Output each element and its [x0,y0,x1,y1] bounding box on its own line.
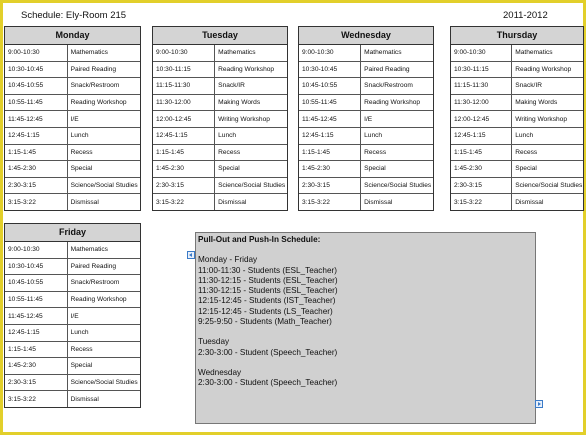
time-cell: 3:15-3:22 [451,194,512,210]
activity-cell: Paired Reading [67,61,140,78]
activity-cell: Snack/Restroom [361,78,433,95]
time-cell: 11:30-12:00 [451,94,512,111]
pullout-title: Pull-Out and Push-In Schedule: [198,235,321,244]
day-title: Wednesday [299,27,433,45]
time-cell: 3:15-3:22 [299,194,361,210]
time-cell: 1:15-1:45 [299,144,361,161]
activity-cell: Special [512,161,583,178]
wednesday-schedule [298,26,434,211]
table-row [299,78,433,95]
table-row [299,177,433,194]
time-cell: 1:15-1:45 [5,341,67,358]
activity-cell: I/E [67,308,140,325]
table-row [153,78,287,95]
activity-cell: Recess [67,144,140,161]
activity-cell: Making Words [215,94,287,111]
activity-cell: Mathematics [218,49,256,57]
time-cell: 1:15-1:45 [5,144,67,161]
activity-cell: Reading Workshop [67,94,140,111]
activity-cell: Science/Social Studies [67,177,140,194]
pullout-group-2 [198,368,535,389]
activity-cell: Lunch [215,127,287,144]
table-row [451,111,583,128]
time-cell: 2:30-3:15 [5,177,67,194]
table-row [5,358,140,375]
time-cell: 1:45-2:30 [153,161,215,178]
table-row [299,45,433,61]
time-cell: 10:30-10:45 [5,61,67,78]
table-row [5,194,140,210]
time-cell: 1:45-2:30 [5,161,67,178]
time-cell: 1:45-2:30 [299,161,361,178]
time-cell: 12:45-1:15 [299,127,361,144]
time-cell: 12:45-1:15 [153,127,215,144]
schedule-table [5,242,140,407]
activity-cell: Science/Social Studies [512,177,583,194]
school-year: 2011-2012 [503,10,548,21]
activity-cell: I/E [361,111,433,128]
pullout-group-0 [198,255,535,327]
activity-cell: Science/Social Studies [67,374,140,391]
time-cell: 10:55-11:45 [5,94,67,111]
table-row [5,275,140,292]
time-cell: 1:15-1:45 [153,144,215,161]
table-row [153,127,287,144]
activity-cell: Reading Workshop [67,291,140,308]
table-row [5,374,140,391]
table-row [5,144,140,161]
activity-cell: Dismissal [67,194,140,210]
activity-cell: Mathematics [70,49,108,57]
time-cell: 11:45-12:45 [299,111,361,128]
activity-cell: Reading Workshop [361,94,433,111]
time-cell: 10:30-10:45 [5,258,67,275]
table-row [451,127,583,144]
time-cell: 9:00-10:30 [153,45,215,61]
schedule-table [5,45,140,210]
time-cell: 10:30-11:15 [451,61,512,78]
pullout-line: 2:30-3:00 - Student (Speech_Teacher) [198,378,338,388]
activity-cell: Snack/IR [215,78,287,95]
activity-cell: Lunch [67,324,140,341]
activity-cell: Recess [215,144,287,161]
table-row [5,391,140,407]
time-cell: 10:30-10:45 [299,61,361,78]
activity-cell: Snack/Restroom [67,275,140,292]
time-cell: 3:15-3:22 [153,194,215,210]
table-row [451,61,583,78]
table-row [5,341,140,358]
pullout-line: 11:30-12:15 - Students (ESL_Teacher) [198,286,338,296]
table-row [299,144,433,161]
monday-schedule [4,26,141,211]
time-cell: 12:00-12:45 [153,111,215,128]
activity-cell: Special [215,161,287,178]
pullout-line: 11:30-12:15 - Students (ESL_Teacher) [198,275,338,285]
activity-cell: Reading Workshop [215,61,287,78]
time-cell: 10:55-11:45 [5,291,67,308]
activity-cell: I/E [67,111,140,128]
table-row [5,78,140,95]
activity-cell: Science/Social Studies [361,177,433,194]
table-row [5,308,140,325]
activity-cell: Paired Reading [361,61,433,78]
group-label: Tuesday [198,337,230,347]
pullout-line: 11:00-11:30 - Students (ESL_Teacher) [198,265,337,275]
activity-cell: Dismissal [215,194,287,210]
table-row [153,177,287,194]
time-cell: 9:00-10:30 [299,45,361,61]
schedule-title: Schedule: Ely-Room 215 [21,10,127,21]
group-label: Monday - Friday [198,255,258,265]
time-cell: 12:45-1:15 [5,324,67,341]
activity-cell: Dismissal [361,194,433,210]
table-row [299,161,433,178]
time-cell: 12:45-1:15 [5,127,67,144]
activity-cell: Writing Workshop [512,111,583,128]
textbox-left-handle-icon[interactable] [187,251,195,259]
day-title: Monday [5,27,140,45]
activity-cell: Dismissal [67,391,140,407]
schedule-table [153,45,287,210]
time-cell: 9:00-10:30 [5,242,67,258]
schedule-table [451,45,583,210]
pullout-line: 12:15-12:45 - Students (LS_Teacher) [198,306,333,316]
activity-cell: Mathematics [364,49,402,57]
table-row [5,258,140,275]
time-cell: 10:30-11:15 [153,61,215,78]
table-row [299,111,433,128]
time-cell: 2:30-3:15 [153,177,215,194]
time-cell: 10:45-10:55 [299,78,361,95]
activity-cell: Paired Reading [67,258,140,275]
time-cell: 2:30-3:15 [299,177,361,194]
time-cell: 1:45-2:30 [451,161,512,178]
group-label: Wednesday [198,367,242,377]
activity-cell: Lunch [361,127,433,144]
textbox-right-handle-icon[interactable] [535,400,543,408]
table-row [299,94,433,111]
table-row [5,161,140,178]
table-row [5,45,140,61]
table-row [5,242,140,258]
tuesday-schedule [152,26,288,211]
thursday-schedule [450,26,584,211]
table-row [153,194,287,210]
table-row [5,61,140,78]
table-row [299,127,433,144]
activity-cell: Writing Workshop [215,111,287,128]
time-cell: 2:30-3:15 [5,374,67,391]
table-row [5,111,140,128]
activity-cell: Recess [67,341,140,358]
table-row [451,144,583,161]
pullout-line: 9:25-9:50 - Students (Math_Teacher) [198,317,332,327]
table-row [5,324,140,341]
pullout-schedule-box[interactable] [195,232,536,424]
time-cell: 11:45-12:45 [5,111,67,128]
table-row [5,291,140,308]
time-cell: 9:00-10:30 [451,45,512,61]
table-row [451,161,583,178]
friday-schedule [4,223,141,408]
activity-cell: Mathematics [70,246,108,254]
table-row [451,78,583,95]
time-cell: 3:15-3:22 [5,194,67,210]
pullout-group-1 [198,337,535,358]
activity-cell: Lunch [512,127,583,144]
time-cell: 11:45-12:45 [5,308,67,325]
table-row [5,127,140,144]
time-cell: 1:15-1:45 [451,144,512,161]
time-cell: 10:45-10:55 [5,275,67,292]
schedule-table [299,45,433,210]
day-title: Friday [5,224,140,242]
activity-cell: Dismissal [512,194,583,210]
activity-cell: Recess [512,144,583,161]
time-cell: 3:15-3:22 [5,391,67,407]
table-row [299,61,433,78]
activity-cell: Science/Social Studies [215,177,287,194]
activity-cell: Snack/Restroom [67,78,140,95]
activity-cell: Snack/IR [512,78,583,95]
table-row [451,194,583,210]
table-row [153,144,287,161]
time-cell: 9:00-10:30 [5,45,67,61]
activity-cell: Mathematics [515,49,553,57]
time-cell: 10:45-10:55 [5,78,67,95]
activity-cell: Special [361,161,433,178]
table-row [451,45,583,61]
time-cell: 12:00-12:45 [451,111,512,128]
activity-cell: Lunch [67,127,140,144]
activity-cell: Special [67,161,140,178]
day-title: Thursday [451,27,583,45]
table-row [451,94,583,111]
table-row [153,111,287,128]
time-cell: 12:45-1:15 [451,127,512,144]
pullout-line: 12:15-12:45 - Students (IST_Teacher) [198,296,336,306]
table-row [153,61,287,78]
table-row [153,161,287,178]
time-cell: 1:45-2:30 [5,358,67,375]
time-cell: 11:15-11:30 [153,78,215,95]
activity-cell: Making Words [512,94,583,111]
table-row [5,177,140,194]
time-cell: 11:15-11:30 [451,78,512,95]
table-row [299,194,433,210]
table-row [451,177,583,194]
time-cell: 2:30-3:15 [451,177,512,194]
pullout-line: 2:30-3:00 - Student (Speech_Teacher) [198,347,338,357]
day-title: Tuesday [153,27,287,45]
table-row [153,45,287,61]
time-cell: 10:55-11:45 [299,94,361,111]
activity-cell: Reading Workshop [512,61,583,78]
table-row [5,94,140,111]
activity-cell: Recess [361,144,433,161]
table-row [153,94,287,111]
activity-cell: Special [67,358,140,375]
time-cell: 11:30-12:00 [153,94,215,111]
